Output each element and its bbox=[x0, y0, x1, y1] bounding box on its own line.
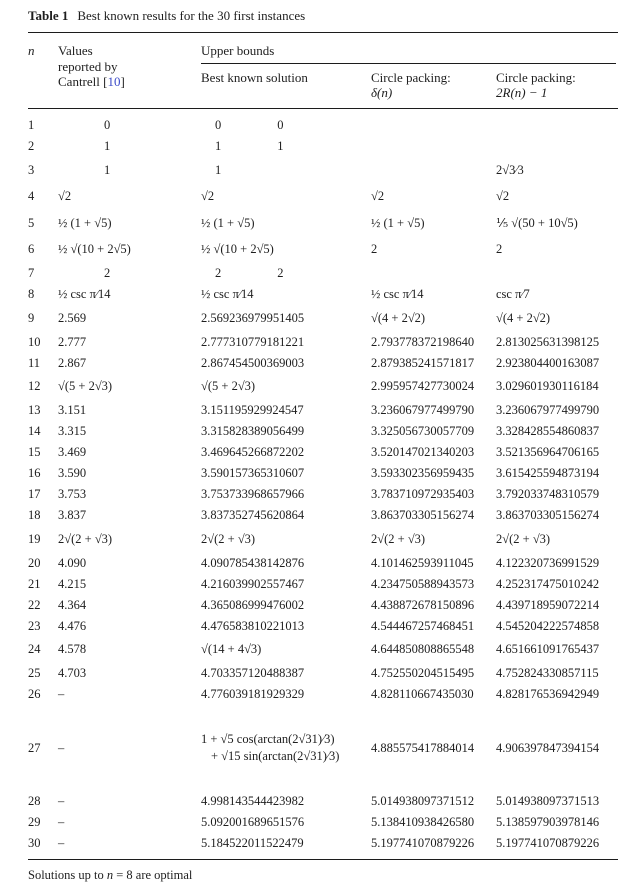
table-footnote bbox=[28, 860, 618, 883]
cell-cantrell: 2.777 bbox=[58, 334, 87, 349]
cell-delta: 2 bbox=[371, 242, 378, 257]
cell-n: 21 bbox=[28, 576, 41, 591]
table-row bbox=[28, 400, 618, 421]
cell-n: 12 bbox=[28, 379, 41, 394]
table-row bbox=[28, 353, 618, 374]
table-row bbox=[28, 332, 618, 353]
cell-best bbox=[201, 379, 371, 394]
best-value: 3.753733968657966 bbox=[201, 487, 305, 501]
cell-delta: 4.438872678150896 bbox=[371, 597, 475, 612]
cell-delta: 3.863703305156274 bbox=[371, 508, 475, 522]
cell-2r: 4.439718959072214 bbox=[496, 597, 600, 612]
best-value: 3.469645266872202 bbox=[201, 445, 305, 459]
header-cantrell-line2: reported by bbox=[58, 58, 118, 74]
cell-delta: 4.544467257468451 bbox=[371, 618, 475, 633]
cell-cantrell: 2.867 bbox=[58, 355, 87, 370]
cell-delta: 4.101462593911045 bbox=[371, 555, 474, 570]
cell-delta: 3.325056730057709 bbox=[371, 424, 475, 438]
cell-2r: 2√3∕3 bbox=[496, 162, 524, 177]
header-cantrell-line1: Values bbox=[58, 43, 93, 58]
best-value: 4.216039902557467 bbox=[201, 576, 305, 591]
cell-cantrell: 4.703 bbox=[58, 666, 87, 680]
cell-n: 30 bbox=[28, 836, 41, 850]
cell-n: 28 bbox=[28, 794, 41, 808]
cell-best bbox=[201, 311, 371, 326]
table-header bbox=[28, 33, 618, 108]
cell-delta: 4.234750588943573 bbox=[371, 576, 475, 591]
table-row bbox=[28, 574, 618, 595]
table-row bbox=[28, 791, 618, 812]
cell-2r: 4.651661091765437 bbox=[496, 642, 600, 657]
cell-best bbox=[201, 598, 371, 613]
table-row bbox=[28, 526, 618, 553]
cell-2r: 2 bbox=[496, 242, 503, 257]
cell-best bbox=[201, 335, 371, 350]
cell-best bbox=[201, 189, 371, 204]
cell-cantrell: 4.215 bbox=[58, 576, 87, 591]
cell-n: 3 bbox=[28, 162, 35, 177]
cell-cantrell: – bbox=[58, 687, 65, 701]
best-value: 4.998143544423982 bbox=[201, 794, 305, 808]
cell-2r: 4.122320736991529 bbox=[496, 555, 600, 570]
table-row bbox=[28, 463, 618, 484]
cell-n: 29 bbox=[28, 815, 41, 829]
cell-cantrell: 3.837 bbox=[58, 508, 87, 522]
cell-best bbox=[201, 424, 371, 439]
cell-n: 19 bbox=[28, 531, 41, 546]
cell-best bbox=[201, 356, 371, 371]
cell-best bbox=[201, 619, 371, 634]
table-row bbox=[28, 484, 618, 505]
best-value: ½ √(10 + 2√5) bbox=[201, 242, 274, 257]
cell-n: 10 bbox=[28, 334, 41, 349]
table-row bbox=[28, 637, 618, 664]
cell-best bbox=[201, 642, 371, 657]
cell-n: 7 bbox=[28, 266, 35, 280]
cell-2r: 3.029601930116184 bbox=[496, 379, 599, 394]
cell-2r: 3.236067977499790 bbox=[496, 403, 600, 417]
best-value: 4.090785438142876 bbox=[201, 555, 305, 570]
caption-text: Best known results for the 30 first instances bbox=[77, 8, 306, 23]
cell-best bbox=[201, 403, 371, 418]
cell-n: 27 bbox=[28, 740, 41, 755]
header-delta-line2: δ(n) bbox=[371, 85, 393, 100]
cell-2r: 5.197741070879226 bbox=[496, 836, 600, 850]
cell-n: 24 bbox=[28, 642, 41, 657]
cell-cantrell: ½ √(10 + 2√5) bbox=[58, 242, 131, 257]
cell-best bbox=[201, 445, 371, 460]
cell-best bbox=[201, 287, 371, 302]
header-cantrell-ref-pre: Cantrell [ bbox=[58, 74, 108, 89]
cell-delta: ½ (1 + √5) bbox=[371, 215, 425, 230]
table-row bbox=[28, 115, 618, 136]
cell-2r: 5.138597903978146 bbox=[496, 815, 600, 829]
cell-2r: 4.752824330857115 bbox=[496, 666, 599, 680]
cell-n: 23 bbox=[28, 618, 41, 633]
cell-cantrell: ½ (1 + √5) bbox=[58, 215, 112, 230]
cell-2r: csc π∕7 bbox=[496, 287, 530, 301]
best-value: ½ (1 + √5) bbox=[201, 215, 255, 230]
table-row bbox=[28, 284, 618, 305]
header-best-known: Best known solution bbox=[201, 70, 308, 85]
best-value: 2√(2 + √3) bbox=[201, 531, 256, 546]
cell-cantrell: 1 bbox=[104, 162, 111, 177]
best-value: 4.365086999476002 bbox=[201, 597, 305, 612]
cell-cantrell: 3.151 bbox=[58, 403, 87, 417]
cell-n: 17 bbox=[28, 487, 41, 501]
cell-cantrell: 2 bbox=[104, 266, 111, 280]
cell-best bbox=[201, 731, 371, 765]
best-value: √(5 + 2√3) bbox=[201, 379, 256, 394]
best-value: 3.590157365310607 bbox=[201, 466, 305, 480]
table-row bbox=[28, 374, 618, 401]
cell-2r: 3.521356964706165 bbox=[496, 445, 600, 459]
header-circle-packing-delta bbox=[371, 70, 496, 100]
cell-2r: √(4 + 2√2) bbox=[496, 310, 551, 325]
table-row bbox=[28, 157, 618, 184]
cell-delta: 4.828110667435030 bbox=[371, 687, 474, 701]
footnote-var: n bbox=[106, 868, 114, 882]
cell-n: 2 bbox=[28, 139, 35, 153]
cell-n: 18 bbox=[28, 508, 41, 522]
header-upper-bounds: Upper bounds bbox=[201, 43, 275, 58]
cell-cantrell: – bbox=[58, 740, 65, 755]
best-value: 4.703357120488387 bbox=[201, 666, 305, 680]
cell-cantrell: – bbox=[58, 836, 65, 850]
table-body bbox=[28, 109, 618, 859]
header-cantrell-ref-post: ] bbox=[120, 74, 125, 89]
cell-cantrell: 1 bbox=[104, 139, 111, 153]
cell-cantrell: 0 bbox=[104, 118, 111, 132]
table-row bbox=[28, 237, 618, 264]
best-value: ½ csc π∕14 bbox=[201, 287, 254, 301]
cell-delta: √(4 + 2√2) bbox=[371, 310, 426, 325]
cell-delta: 2.995957427730024 bbox=[371, 379, 475, 394]
cell-delta: 4.644850808865548 bbox=[371, 642, 475, 657]
header-cantrell bbox=[58, 43, 201, 100]
table-row bbox=[28, 595, 618, 616]
cell-best bbox=[201, 556, 371, 571]
cell-cantrell: √2 bbox=[58, 189, 72, 204]
best-value: √(14 + 4√3) bbox=[201, 642, 262, 657]
header-n: n bbox=[28, 43, 35, 58]
cell-delta: 4.885575417884014 bbox=[371, 740, 475, 755]
cell-cantrell: ½ csc π∕14 bbox=[58, 287, 111, 301]
best-value: 1 bbox=[215, 162, 222, 177]
table-row bbox=[28, 505, 618, 526]
header-2r-line1: Circle packing: bbox=[496, 70, 576, 85]
cell-n: 25 bbox=[28, 666, 41, 680]
cell-2r: 3.863703305156274 bbox=[496, 508, 600, 522]
table-row bbox=[28, 663, 618, 684]
cell-best bbox=[201, 466, 371, 481]
cell-cantrell: 2√(2 + √3) bbox=[58, 531, 113, 546]
header-upper-group bbox=[201, 43, 618, 100]
cell-2r: 3.615425594873194 bbox=[496, 466, 600, 480]
cell-2r: 2√(2 + √3) bbox=[496, 531, 551, 546]
cell-cantrell: – bbox=[58, 815, 65, 829]
cell-n: 15 bbox=[28, 445, 41, 459]
cell-delta: 5.197741070879226 bbox=[371, 836, 475, 850]
formula-line: 1 + √5 cos(arctan(2√31)∕3) bbox=[201, 732, 335, 746]
table-row bbox=[28, 184, 618, 211]
cell-2r: 4.906397847394154 bbox=[496, 740, 600, 755]
cell-cantrell: 3.590 bbox=[58, 466, 87, 480]
cell-cantrell: 4.090 bbox=[58, 555, 87, 570]
best-value-2: 1 bbox=[277, 139, 284, 153]
table-row bbox=[28, 833, 618, 854]
cell-delta: 2.879385241571817 bbox=[371, 355, 475, 370]
table-row bbox=[28, 705, 618, 791]
cell-n: 5 bbox=[28, 215, 35, 230]
best-value: 3.151195929924547 bbox=[201, 403, 304, 417]
cell-best bbox=[201, 139, 371, 154]
header-delta-line1: Circle packing: bbox=[371, 70, 451, 85]
cell-delta: 5.014938097371512 bbox=[371, 794, 475, 808]
cell-n: 20 bbox=[28, 555, 41, 570]
cell-delta: 2√(2 + √3) bbox=[371, 531, 426, 546]
table-row bbox=[28, 812, 618, 833]
cell-cantrell: 4.476 bbox=[58, 618, 87, 633]
table-row bbox=[28, 305, 618, 332]
best-value: 2.569236979951405 bbox=[201, 310, 305, 325]
best-value: 5.092001689651576 bbox=[201, 815, 305, 829]
table-row bbox=[28, 136, 618, 157]
table-row bbox=[28, 421, 618, 442]
cell-delta: √2 bbox=[371, 189, 385, 204]
best-value: 2 bbox=[215, 266, 222, 280]
header-2r-line2: 2R(n) − 1 bbox=[496, 85, 548, 100]
best-value: 3.315828389056499 bbox=[201, 424, 305, 438]
cell-delta: 3.783710972935403 bbox=[371, 487, 475, 501]
table-row bbox=[28, 210, 618, 237]
cell-2r: 4.828176536942949 bbox=[496, 687, 600, 701]
best-value-2: 0 bbox=[277, 118, 284, 132]
best-value: 1 bbox=[215, 139, 222, 153]
header-circle-packing-2r bbox=[496, 70, 618, 100]
cell-n: 16 bbox=[28, 466, 41, 480]
best-value: 5.184522011522479 bbox=[201, 836, 304, 850]
cell-n: 14 bbox=[28, 424, 41, 438]
cell-cantrell: 4.364 bbox=[58, 597, 87, 612]
header-cantrell-line3 bbox=[58, 74, 201, 89]
cell-n: 6 bbox=[28, 242, 35, 257]
cell-2r: ⅕ √(50 + 10√5) bbox=[496, 216, 578, 231]
cell-2r: 2.813025631398125 bbox=[496, 334, 600, 349]
cell-cantrell: √(5 + 2√3) bbox=[58, 379, 113, 394]
cell-delta: 3.236067977499790 bbox=[371, 403, 475, 417]
cell-n: 8 bbox=[28, 287, 35, 301]
cell-best bbox=[201, 163, 371, 178]
cell-best bbox=[201, 532, 371, 547]
cell-cantrell: 4.578 bbox=[58, 642, 87, 657]
cell-delta: 5.138410938426580 bbox=[371, 815, 475, 829]
best-value: 4.476583810221013 bbox=[201, 618, 305, 633]
cell-n: 11 bbox=[28, 355, 41, 370]
cell-2r: 2.923804400163087 bbox=[496, 355, 600, 370]
cell-2r: 3.328428554860837 bbox=[496, 424, 600, 438]
cell-best bbox=[201, 794, 371, 809]
cell-best bbox=[201, 687, 371, 702]
cell-best bbox=[201, 242, 371, 257]
best-value: 3.837352745620864 bbox=[201, 508, 305, 522]
best-value: √2 bbox=[201, 189, 215, 204]
table-row bbox=[28, 263, 618, 284]
citation-link[interactable]: 10 bbox=[107, 74, 121, 89]
cell-best bbox=[201, 266, 371, 281]
cell-best bbox=[201, 815, 371, 830]
cell-delta: 3.593302356959435 bbox=[371, 466, 475, 480]
table-row bbox=[28, 616, 618, 637]
cell-best bbox=[201, 508, 371, 523]
best-value: 2.777310779181221 bbox=[201, 334, 305, 349]
footnote-post: = 8 are optimal bbox=[113, 868, 193, 882]
cell-n: 4 bbox=[28, 189, 35, 204]
cell-n: 9 bbox=[28, 310, 35, 325]
table-row bbox=[28, 442, 618, 463]
cell-cantrell: 3.753 bbox=[58, 487, 87, 501]
cell-delta: 4.752550204515495 bbox=[371, 666, 475, 680]
table-row bbox=[28, 553, 618, 574]
cell-n: 22 bbox=[28, 597, 41, 612]
cell-2r: 3.792033748310579 bbox=[496, 487, 600, 501]
cell-2r: 4.252317475010242 bbox=[496, 576, 600, 591]
cell-best bbox=[201, 666, 371, 681]
cell-2r: 5.014938097371513 bbox=[496, 794, 600, 808]
cell-best bbox=[201, 577, 371, 592]
best-value-2: 2 bbox=[277, 266, 284, 280]
cell-n: 13 bbox=[28, 403, 41, 417]
cell-cantrell: 3.469 bbox=[58, 445, 87, 459]
cell-best bbox=[201, 487, 371, 502]
cell-cantrell: – bbox=[58, 794, 65, 808]
best-value: 4.776039181929329 bbox=[201, 687, 305, 701]
footnote-pre: Solutions up to bbox=[28, 868, 107, 882]
cell-best bbox=[201, 836, 371, 851]
cell-2r: 4.545204222574858 bbox=[496, 618, 600, 633]
caption-label: Table 1 bbox=[28, 8, 69, 23]
cell-best bbox=[201, 216, 371, 231]
cell-delta: 2.793778372198640 bbox=[371, 334, 475, 349]
divider-rule-upper bbox=[201, 63, 616, 64]
best-value: 0 bbox=[215, 118, 222, 132]
table-caption bbox=[28, 8, 618, 24]
best-value: 2.867454500369003 bbox=[201, 355, 305, 370]
table-row bbox=[28, 684, 618, 705]
cell-delta: ½ csc π∕14 bbox=[371, 287, 424, 301]
cell-cantrell: 3.315 bbox=[58, 424, 87, 438]
cell-2r: √2 bbox=[496, 189, 510, 204]
formula-line: + √15 sin(arctan(2√31)∕3) bbox=[211, 749, 340, 763]
cell-n: 1 bbox=[28, 118, 35, 132]
cell-n: 26 bbox=[28, 687, 41, 701]
cell-delta: 3.520147021340203 bbox=[371, 445, 475, 459]
cell-cantrell: 2.569 bbox=[58, 310, 87, 325]
cell-best bbox=[201, 118, 371, 133]
